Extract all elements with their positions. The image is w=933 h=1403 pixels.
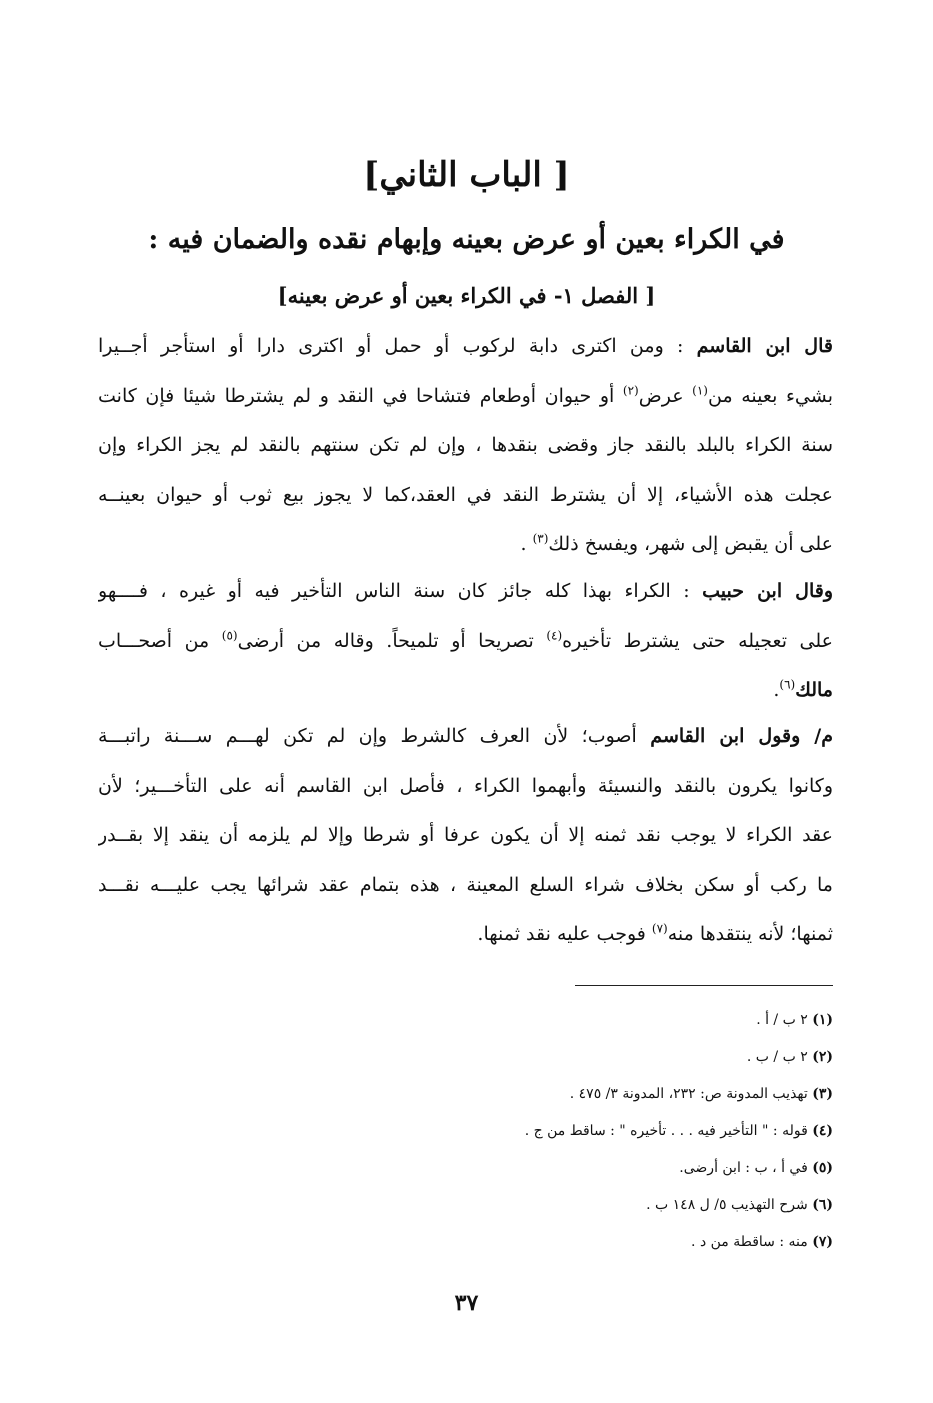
footnote-number: (٢) [812, 1049, 833, 1065]
text-run: أصوب؛ لأن العرف كالشرط وإن لم تكن لهـــم ســـنة راتبـــة [98, 725, 651, 747]
text-run: تصريحا أو تلميحاً. وقاله من أرضى [237, 629, 547, 652]
text-run: ثمنها؛ لأنه ينتقدها منه [667, 923, 833, 945]
paragraph-ibn-al-qasim [98, 322, 833, 570]
footnote [233, 1113, 833, 1150]
paragraph-line [98, 712, 833, 762]
footnote-text: تهذيب المدونة ص: ٢٣٢، المدونة ٣/ ٤٧٥ . [569, 1086, 813, 1102]
footnote-text: شرح التهذيب ٥/ ل ١٤٨ ب . [646, 1197, 813, 1213]
footnote-text: منه : ساقطة من د . [691, 1234, 813, 1250]
paragraph-line: عقد الكراء لا يوجب نقد ثمنه إلا أن يكون عرفا أو شرطا وإلا لم يلزمه أن ينقد إلا بقــدر [98, 824, 833, 846]
paragraph-line: عجلت هذه الأشياء، إلا أن يشترط النقد في العقد،كما لا يجوز بيع ثوب أو حيوان بعينــه [98, 483, 833, 506]
text-run: من أصحـــاب [98, 629, 222, 652]
footnote-ref: (٢) [622, 383, 639, 398]
footnote-number: (١) [812, 1012, 833, 1028]
paragraph-line: ما ركب أو سكن بخلاف شراء السلع المعينة ، هذه بتمام عقد شرائها يجب عليـــه نقـــد [98, 873, 833, 896]
text-run: فوجب عليه نقد ثمنها. [477, 923, 652, 945]
speaker-name: م/ وقول ابن القاسم [650, 725, 833, 747]
text-run: على تعجيله حتى يشترط تأخيره [562, 629, 833, 652]
footnote [233, 1224, 833, 1261]
paragraph-line [98, 372, 833, 422]
footnote-text: في أ ، ب : ابن أرضى. [679, 1160, 813, 1176]
footnote [233, 1002, 833, 1039]
paragraph-line [98, 666, 833, 716]
footnote-number: (٤) [812, 1123, 833, 1139]
footnote-ref: (٥) [221, 628, 238, 643]
text-run: على أن يقبض إلى شهر، ويفسخ ذلك [548, 533, 833, 555]
footnote-number: (٦) [812, 1197, 833, 1213]
paragraph-line [98, 322, 833, 372]
proper-name: مالك [795, 679, 833, 701]
footnote-ref: (٦) [779, 677, 796, 692]
paragraph-ibn-habib [98, 567, 833, 716]
speaker-name: قال ابن القاسم [696, 335, 833, 357]
section-title: [ الفصل ١- في الكراء بعين أو عرض بعينه] [277, 283, 656, 308]
text-run: عرض [638, 384, 693, 407]
footnote-ref: (١) [692, 383, 708, 398]
footnote-ref: (٧) [651, 921, 668, 936]
footnotes [233, 1002, 833, 1261]
footnote-number: (٧) [812, 1234, 833, 1250]
chapter-title: [ الباب الثاني] [363, 155, 570, 195]
footnote-ref: (٣) [532, 531, 549, 546]
paragraph-line: سنة الكراء بالبلد بالنقد جاز وقضى بنقدها ، وإن لم تكن سنتهم بالنقد لم يجز الكراء وإن [98, 434, 833, 456]
text-run: أو حيوان أوطعام فتشاحا في النقد و لم يشترطا شيئا فإن كانت [98, 384, 623, 407]
footnote-divider [575, 985, 833, 986]
footnote [233, 1076, 833, 1113]
footnote-ref: (٤) [546, 628, 563, 643]
text-run: . [520, 533, 533, 555]
chapter-subtitle: في الكراء بعين أو عرض بعينه وإبهام نقده والضمان فيه : [148, 224, 785, 255]
footnote-number: (٥) [812, 1160, 833, 1176]
paragraph-line [98, 910, 833, 960]
paragraph-line: وكانوا يكرون بالنقد والنسيئة وأبهموا الكراء ، فأصل ابن القاسم أنه على التأخـــير؛ لأن [98, 774, 833, 797]
text-run: . [773, 679, 780, 701]
footnote [233, 1039, 833, 1076]
footnote-text: ٢ ب / ب . [746, 1049, 813, 1065]
text-run: بشيء بعينه من [707, 384, 833, 407]
text-run: : ومن اكترى دابة لركوب أو حمل أو اكترى دارا أو استأجر أجــيرا [98, 335, 697, 357]
footnote-text: قوله : " التأخير فيه . . . تأخيره " : ساقط من ج . [524, 1123, 813, 1139]
text-run: : الكراء بهذا كله جائز كان سنة الناس التأخير فيه أو غيره ، فــــهو [98, 580, 703, 602]
footnote [233, 1150, 833, 1187]
paragraph-line [98, 567, 833, 617]
paragraph-line [98, 520, 833, 570]
paragraph-line [98, 617, 833, 667]
paragraph-commentary [98, 712, 833, 960]
page-number: ٣٧ [454, 1290, 479, 1316]
footnote-text: ٢ ب / أ . [756, 1012, 813, 1028]
footnote-number: (٣) [812, 1086, 833, 1102]
footnote [233, 1187, 833, 1224]
speaker-name: وقال ابن حبيب [702, 580, 833, 602]
